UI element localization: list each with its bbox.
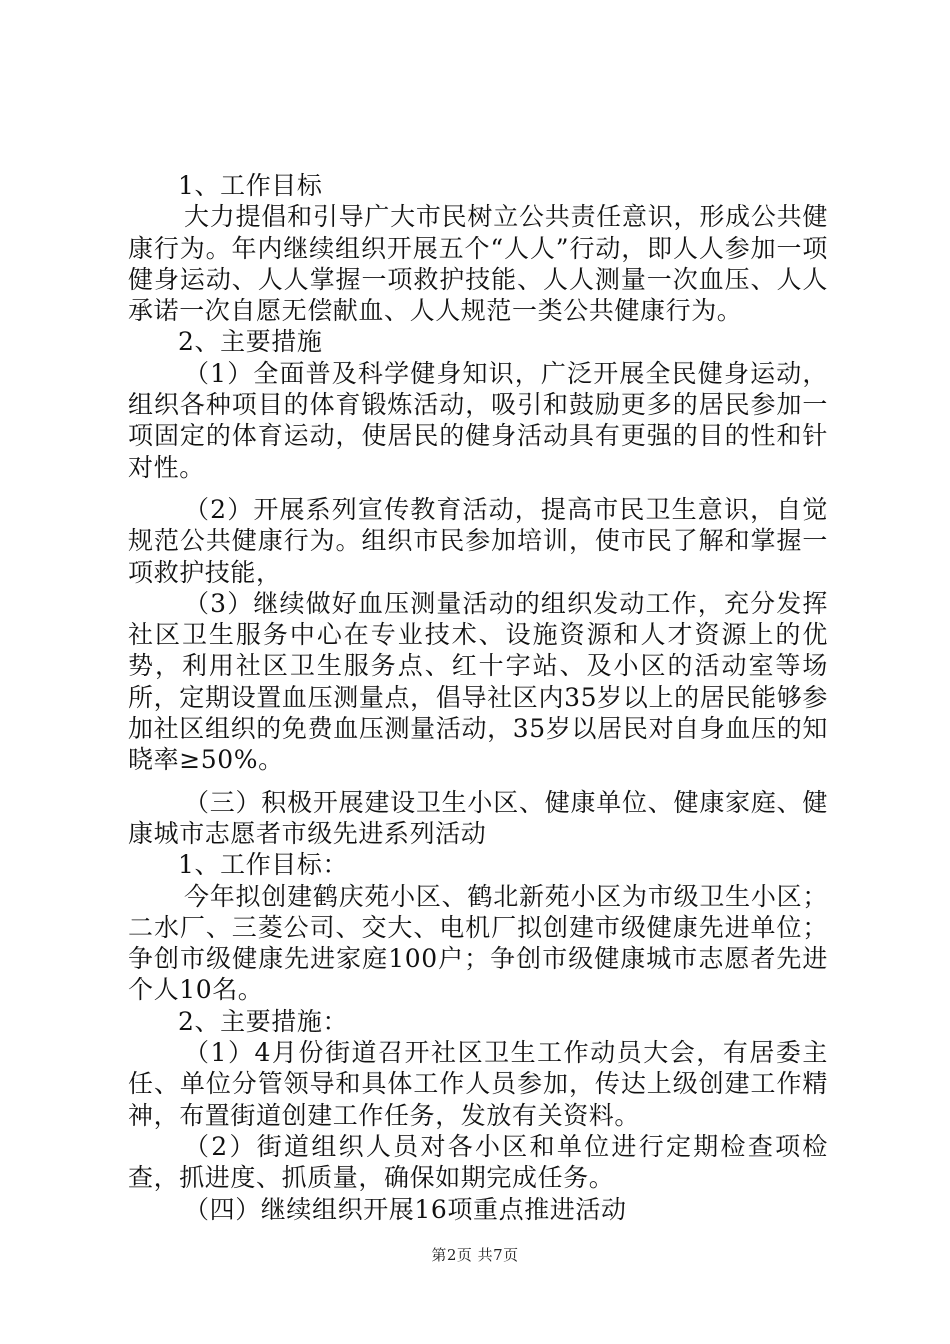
heading-work-goal-2: 1、工作目标： xyxy=(178,850,349,880)
heading-main-measures-2: 2、主要措施： xyxy=(178,1006,349,1036)
heading-work-goal: 1、工作目标 xyxy=(178,171,323,200)
paragraph-measure-2: （2）开展系列宣传教育活动，提高市民卫生意识，自觉规范公共健康行为。组织市民参加培训，使市民了解和掌握一项救护技能， xyxy=(128,494,828,587)
section-heading-three: （三）积极开展建设卫生小区、健康单位、健康家庭、健康城市志愿者市级先进系列活动 xyxy=(128,787,828,848)
paragraph-measure-3: （3）继续做好血压测量活动的组织发动工作，充分发挥社区卫生服务中心在专业技术、设施资源和人才资源上的优势，利用社区卫生服务点、红十字站、及小区的活动室等场所，定期设置血压测量点，倡导社区内35岁以上的居民能够参加社区组织的免费血压测量活动，35岁以居民对自身血压的知晓率≥50%。 xyxy=(128,588,828,775)
section-heading-four: （四）继续组织开展16项重点推进活动 xyxy=(184,1194,627,1224)
paragraph-goal-text: 大力提倡和引导广大市民树立公共责任意识，形成公共健康行为。年内继续组织开展五个“人人”行动，即人人参加一项健身运动、人人掌握一项救护技能、人人测量一次血压、人人承诺一次自愿无偿献血、人人规范一类公共健康行为。 xyxy=(128,202,828,326)
paragraph-measure-2-2: （2）街道组织人员对各小区和单位进行定期检查项检查，抓进度、抓质量，确保如期完成任务。 xyxy=(128,1131,828,1193)
paragraph-measure-1: （1）全面普及科学健身知识，广泛开展全民健身运动，组织各种项目的体育锻炼活动，吸引和鼓励更多的居民参加一项固定的体育运动，使居民的健身活动具有更强的目的性和针对性。 xyxy=(128,358,828,482)
heading-main-measures: 2、主要措施 xyxy=(178,327,323,357)
page-number-footer: 第2页 共7页 xyxy=(431,1246,519,1264)
document-body xyxy=(128,170,828,1225)
paragraph-goal-text-2: 今年拟创建鹤庆苑小区、鹤北新苑小区为市级卫生小区；二水厂、三菱公司、交大、电机厂拟创建市级健康先进单位；争创市级健康先进家庭100户；争创市级健康城市志愿者先进个人10名。 xyxy=(128,881,828,1005)
paragraph-measure-2-1: （1）4月份街道召开社区卫生工作动员大会，有居委主任、单位分管领导和具体工作人员参加，传达上级创建工作精神，布置街道创建工作任务，发放有关资料。 xyxy=(128,1038,828,1130)
